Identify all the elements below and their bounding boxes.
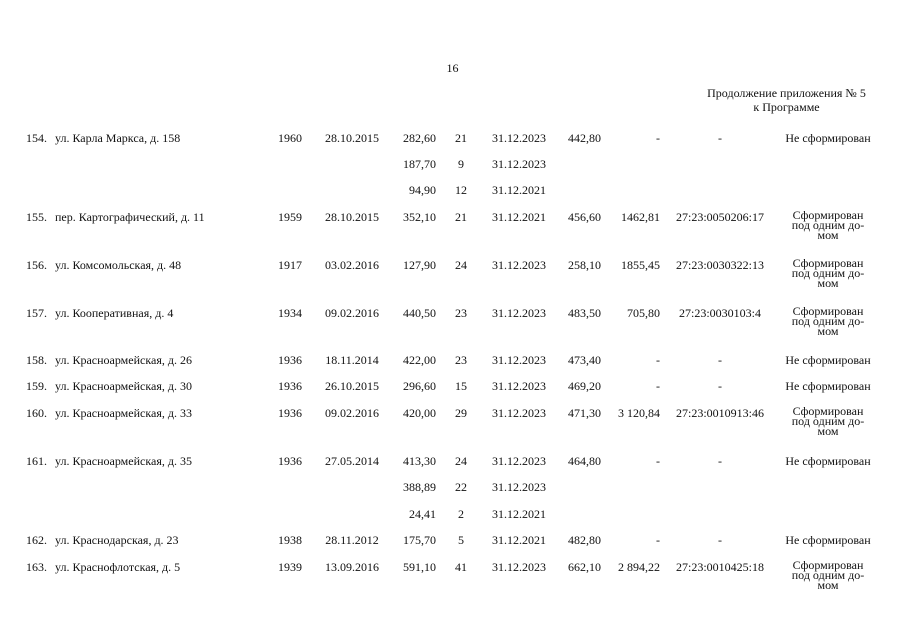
row-number: 159. [26,379,47,393]
deadline-cell: 31.12.2021 [492,533,546,547]
residents-cell: 41 [455,560,467,574]
address-cell: ул. Комсомольская, д. 48 [55,258,182,272]
total-area-cell: 471,30 [568,406,601,420]
cadastral-number-cell: 27:23:0010913:46 [675,406,764,420]
area-cell: 187,70 [403,157,436,171]
area-cell: 127,90 [403,258,436,272]
area-cell: 413,30 [403,454,436,468]
status-line: мом [817,276,839,290]
residents-cell: 21 [455,210,467,224]
year-cell: 1936 [278,353,302,367]
date-cell: 28.10.2015 [325,210,379,224]
total-area-cell: 442,80 [568,131,601,145]
table-row [0,533,905,547]
table-row [0,480,905,494]
address-cell: ул. Красноармейская, д. 35 [55,454,192,468]
table-row [0,404,905,438]
address-cell: ул. Краснодарская, д. 23 [55,533,179,547]
residents-cell: 24 [455,454,467,468]
date-cell: 28.10.2015 [325,131,379,145]
cadastral-number-cell: - [718,379,722,393]
residents-cell: 2 [458,507,464,521]
deadline-cell: 31.12.2021 [492,507,546,521]
status-cell [770,533,886,547]
residents-cell: 9 [458,157,464,171]
status-cell [770,258,886,288]
table-row [0,131,905,145]
year-cell: 1936 [278,379,302,393]
address-cell: ул. Карла Маркса, д. 158 [55,131,181,145]
address-cell: ул. Краснофлотская, д. 5 [55,560,181,574]
status-line: мом [817,228,839,242]
year-cell: 1939 [278,560,302,574]
cost-cell: 3 120,84 [618,406,660,420]
cadastral-number-cell: - [718,353,722,367]
year-cell: 1934 [278,306,302,320]
cadastral-number-cell: - [718,131,722,145]
residents-cell: 24 [455,258,467,272]
status-line: мом [817,324,839,338]
date-cell: 28.11.2012 [325,533,379,547]
area-cell: 175,70 [403,533,436,547]
date-cell: 26.10.2015 [325,379,379,393]
table-row [0,558,905,592]
status-line: Сформирован [792,304,864,318]
status-cell [770,131,886,145]
cost-cell: 1855,45 [621,258,660,272]
address-cell: ул. Красноармейская, д. 26 [55,353,192,367]
date-cell: 09.02.2016 [325,306,379,320]
status-cell [770,379,886,393]
table-row [0,379,905,393]
status-cell [770,406,886,436]
row-number: 160. [26,406,47,420]
deadline-cell: 31.12.2023 [492,406,546,420]
residents-cell: 15 [455,379,467,393]
status-line: под одним до- [791,414,865,428]
area-cell: 422,00 [403,353,436,367]
status-cell [770,454,886,468]
cost-cell: - [656,353,660,367]
appendix-note-line-2: к Программе [753,100,820,114]
cadastral-number-cell: 27:23:0030322:13 [675,258,764,272]
deadline-cell: 31.12.2023 [492,131,546,145]
total-area-cell: 482,80 [568,533,601,547]
status-line: Не сформирован [785,454,871,468]
row-number: 154. [26,131,47,145]
area-cell: 352,10 [403,210,436,224]
status-cell [770,353,886,367]
status-line: Не сформирован [785,379,871,393]
deadline-cell: 31.12.2023 [492,306,546,320]
residents-cell: 12 [455,183,467,197]
total-area-cell: 473,40 [568,353,601,367]
residents-cell: 23 [455,306,467,320]
date-cell: 27.05.2014 [325,454,379,468]
area-cell: 388,89 [403,480,436,494]
cadastral-number-cell: - [718,533,722,547]
total-area-cell: 469,20 [568,379,601,393]
cadastral-number-cell: 27:23:0010425:18 [675,560,764,574]
row-number: 161. [26,454,47,468]
status-line: Сформирован [792,208,864,222]
cadastral-number-cell: 27:23:0030103:4 [678,306,761,320]
status-line: Не сформирован [785,533,871,547]
status-cell [770,210,886,240]
address-cell: пер. Картографический, д. 11 [55,210,205,224]
deadline-cell: 31.12.2021 [492,183,546,197]
deadline-cell: 31.12.2023 [492,480,546,494]
table-row [0,256,905,290]
table-row [0,183,905,197]
total-area-cell: 258,10 [568,258,601,272]
cadastral-number-cell: 27:23:0050206:17 [675,210,764,224]
deadline-cell: 31.12.2023 [492,258,546,272]
year-cell: 1959 [278,210,302,224]
area-cell: 440,50 [403,306,436,320]
area-cell: 296,60 [403,379,436,393]
address-cell: ул. Красноармейская, д. 30 [55,379,192,393]
cost-cell: 705,80 [627,306,660,320]
deadline-cell: 31.12.2023 [492,454,546,468]
appendix-note-line-1: Продолжение приложения № 5 [707,86,866,100]
deadline-cell: 31.12.2023 [492,379,546,393]
status-line: под одним до- [791,218,865,232]
total-area-cell: 464,80 [568,454,601,468]
area-cell: 94,90 [409,183,436,197]
status-line: Сформирован [792,256,864,270]
cadastral-number-cell: - [718,454,722,468]
status-line: мом [817,424,839,438]
deadline-cell: 31.12.2023 [492,353,546,367]
area-cell: 591,10 [403,560,436,574]
status-line: под одним до- [791,266,865,280]
status-line: мом [817,578,839,592]
year-cell: 1936 [278,454,302,468]
table-row [0,208,905,242]
table-row [0,507,905,521]
row-number: 156. [26,258,47,272]
year-cell: 1938 [278,533,302,547]
year-cell: 1936 [278,406,302,420]
cost-cell: 1462,81 [621,210,660,224]
residents-cell: 23 [455,353,467,367]
address-cell: ул. Красноармейская, д. 33 [55,406,192,420]
total-area-cell: 483,50 [568,306,601,320]
row-number: 158. [26,353,47,367]
residents-cell: 21 [455,131,467,145]
year-cell: 1960 [278,131,302,145]
total-area-cell: 456,60 [568,210,601,224]
date-cell: 03.02.2016 [325,258,379,272]
status-cell [770,560,886,590]
deadline-cell: 31.12.2023 [492,157,546,171]
status-line: Сформирован [792,558,864,572]
status-line: под одним до- [791,568,865,582]
table-row [0,157,905,171]
row-number: 157. [26,306,47,320]
cost-cell: 2 894,22 [618,560,660,574]
status-line: Не сформирован [785,131,871,145]
date-cell: 13.09.2016 [325,560,379,574]
date-cell: 09.02.2016 [325,406,379,420]
cost-cell: - [656,131,660,145]
deadline-cell: 31.12.2021 [492,210,546,224]
table-row [0,353,905,367]
row-number: 162. [26,533,47,547]
row-number: 163. [26,560,47,574]
residents-cell: 5 [458,533,464,547]
total-area-cell: 662,10 [568,560,601,574]
area-cell: 420,00 [403,406,436,420]
table-row [0,454,905,468]
status-line: Сформирован [792,404,864,418]
residents-cell: 29 [455,406,467,420]
cost-cell: - [656,533,660,547]
status-line: под одним до- [791,314,865,328]
residents-cell: 22 [455,480,467,494]
date-cell: 18.11.2014 [325,353,379,367]
cost-cell: - [656,454,660,468]
row-number: 155. [26,210,47,224]
deadline-cell: 31.12.2023 [492,560,546,574]
cost-cell: - [656,379,660,393]
status-line: Не сформирован [785,353,871,367]
address-cell: ул. Кооперативная, д. 4 [55,306,174,320]
status-cell [770,306,886,336]
area-cell: 282,60 [403,131,436,145]
area-cell: 24,41 [409,507,436,521]
table-row [0,304,905,338]
year-cell: 1917 [278,258,302,272]
page-number: 16 [446,61,459,75]
